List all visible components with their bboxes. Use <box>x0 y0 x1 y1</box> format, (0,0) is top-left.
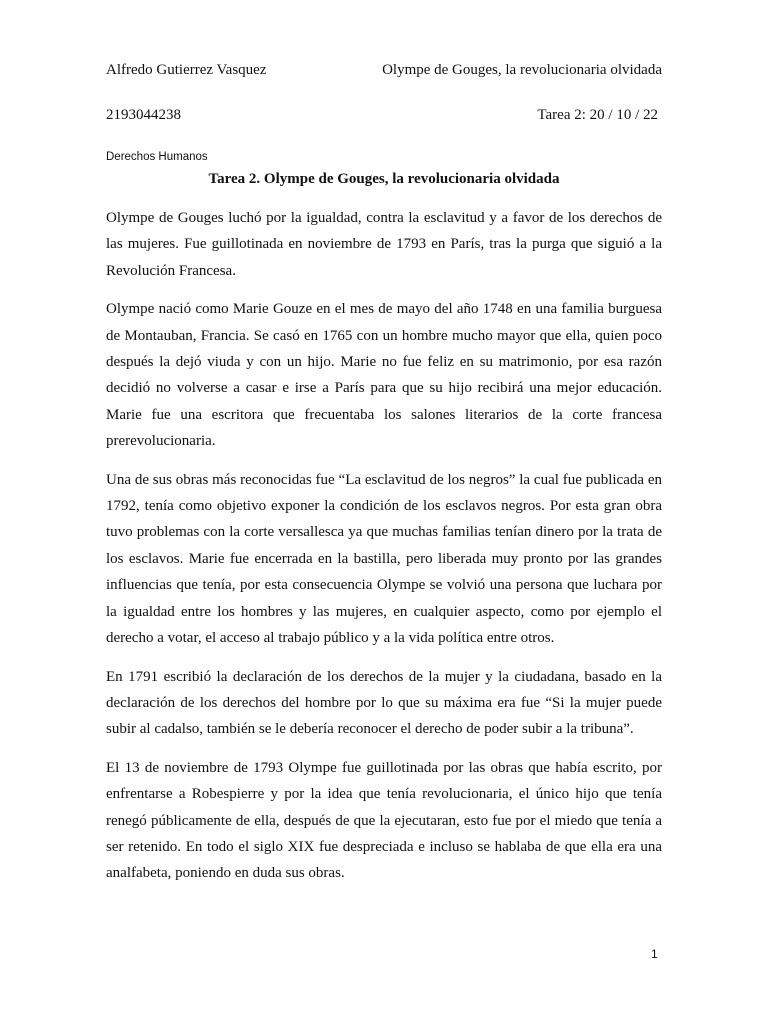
paragraph-4: En 1791 escribió la declaración de los derechos de la mujer y la ciudadana, basado en la declaración de los derechos del hombre por lo que su máxima era fue “Si la mujer puede subir al cadalso, también se le debería reconocer el derecho de poder subir a la tribuna”. <box>106 668 662 738</box>
paragraph-2: Olympe nació como Marie Gouze en el mes de mayo del año 1748 en una familia burguesa de Montauban, Francia. Se casó en 1765 con un hombre mucho mayor que ella, quien poco después la dejó viuda y con un hijo. Marie no fue feliz en su matrimonio, por esa razón decidió no volverse a casar e irse a París para que su hijo recibirá una mejor educación. Marie fue una escritora que frecuentaba los salones literarios de la corte francesa prerevolucionaria. <box>106 301 662 450</box>
student-id: 2193044238 <box>106 107 181 123</box>
assignment-date: Tarea 2: 20 / 10 / 22 <box>537 107 658 123</box>
running-title: Olympe de Gouges, la revolucionaria olvidada <box>382 62 662 78</box>
document-body <box>106 205 662 887</box>
header-row-author <box>106 61 662 79</box>
course-name: Derechos Humanos <box>106 151 208 163</box>
paragraph-1: Olympe de Gouges luchó por la igualdad, contra la esclavitud y a favor de los derechos de las mujeres. Fue guillotinada en noviembre de 1793 en París, tras la purga que siguió a la Revolución Francesa. <box>106 210 662 279</box>
header-row-id <box>106 106 662 124</box>
paragraph-3: Una de sus obras más reconocidas fue “La esclavitud de los negros” la cual fue publicada en 1792, tenía como objetivo exponer la condición de los esclavos negros. Por esta gran obra tuvo problemas con la corte versallesca ya que muchas familias tenían dinero por la trata de los esclavos. Marie fue encerrada en la bastilla, pero liberada muy pronto por las grandes influencias que tenía, por esta consecuencia Olympe se volvió una persona que luchara por la igualdad entre los hombres y las mujeres, en cualquier aspecto, como por ejemplo el derecho a votar, el acceso al trabajo público y a la vida política entre otros. <box>106 471 662 647</box>
document-title: Tarea 2. Olympe de Gouges, la revolucionaria olvidada <box>208 171 560 187</box>
author-name: Alfredo Gutierrez Vasquez <box>106 62 267 78</box>
page-number: 1 <box>651 947 658 961</box>
paragraph-5: El 13 de noviembre de 1793 Olympe fue guillotinada por las obras que había escrito, por enfrentarse a Robespierre y por la idea que tenía revolucionaria, el único hijo que tenía renegó públicamente de ella, después de que la ejecutaran, esto fue por el miedo que tenía a ser retenido. En todo el siglo XIX fue despreciada e incluso se hablaba de que ella era una analfabeta, poniendo en duda sus obras. <box>106 759 662 882</box>
